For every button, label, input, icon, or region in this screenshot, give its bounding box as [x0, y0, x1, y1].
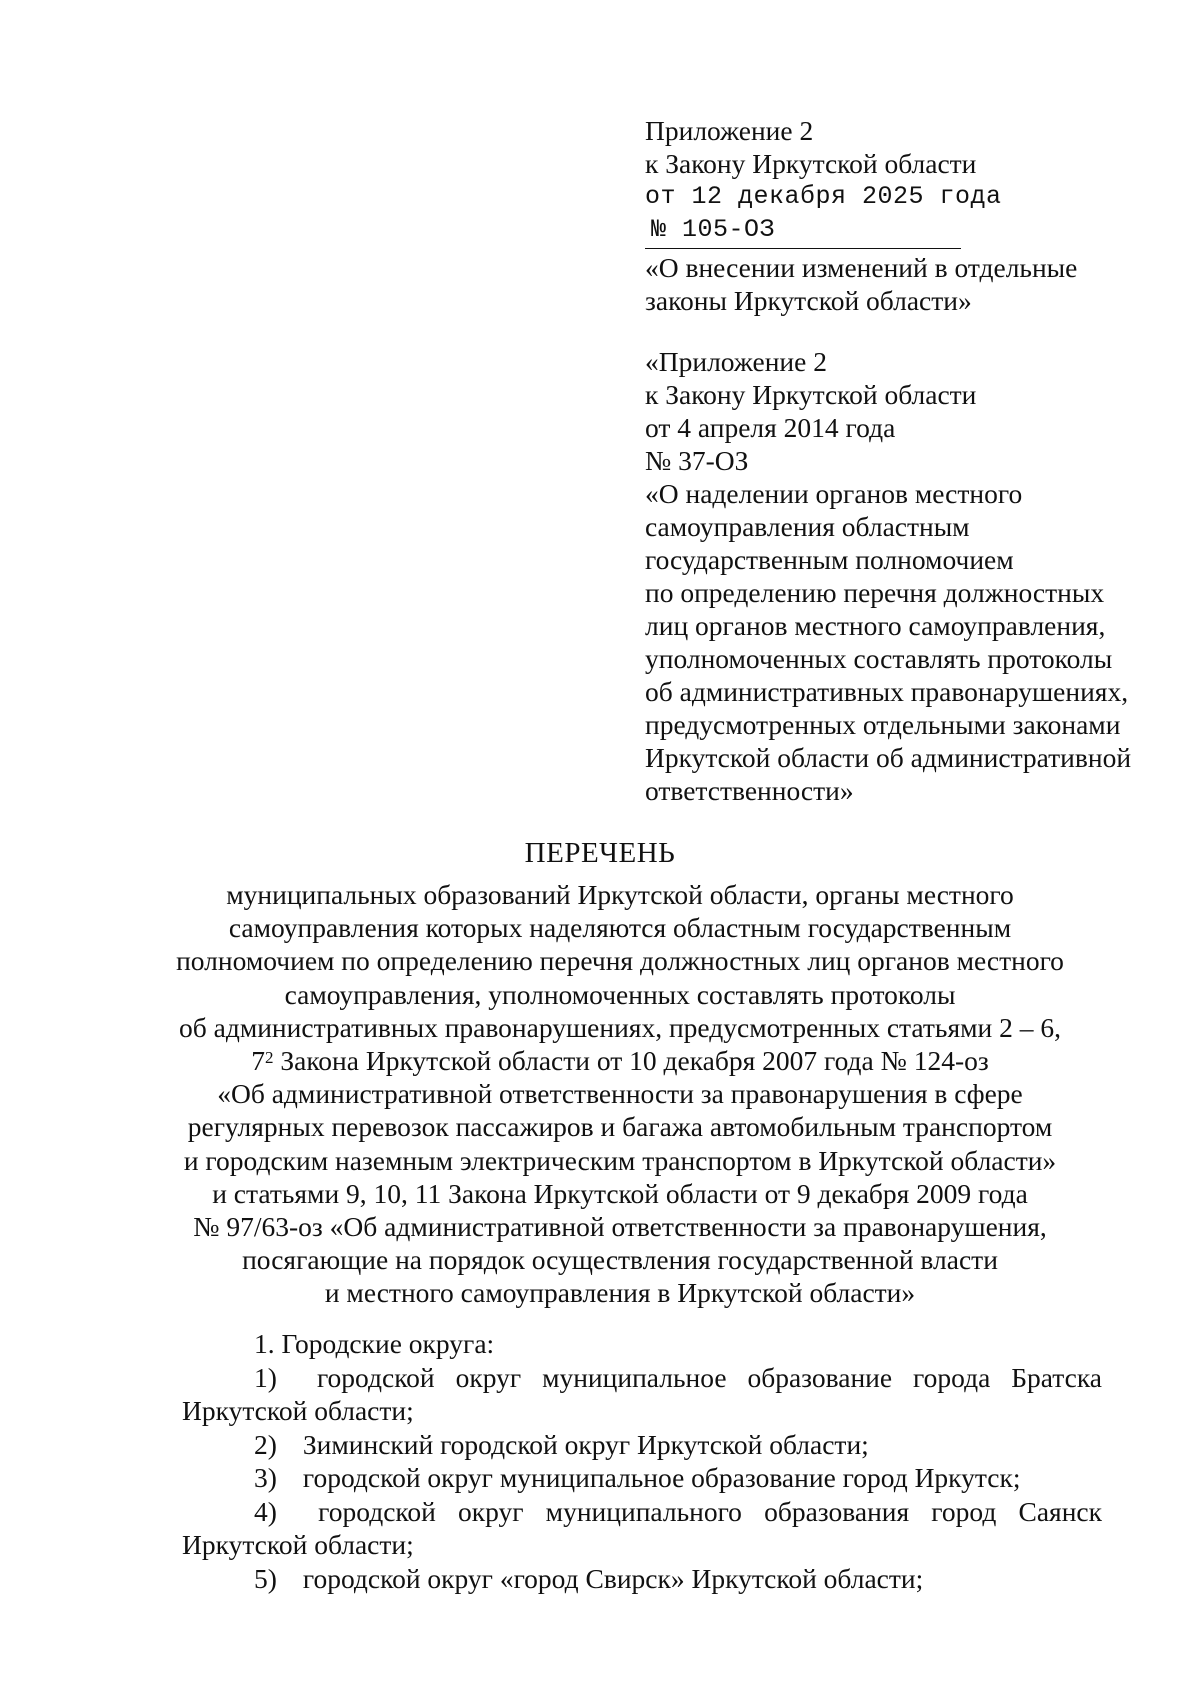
subtitle-line: самоуправления, уполномоченных составлять протоколы — [284, 978, 956, 1010]
appendix-number: № 105-ОЗ — [645, 213, 961, 249]
original-law-name-line: государственным полномочием — [645, 544, 1014, 575]
article-superscript: 2 — [264, 1048, 274, 1068]
appendix-date: от 12 декабря 2025 года — [645, 182, 1002, 211]
subtitle-line: и статьями 9, 10, 11 Закона Иркутской области от 9 декабря 2009 года — [212, 1177, 1028, 1209]
list-item — [182, 1428, 1102, 1462]
article-number: 7 — [251, 1045, 265, 1077]
original-law-name-line: по определению перечня должностных — [645, 577, 1105, 608]
original-law-name-line: «О наделении органов местного — [645, 478, 1023, 509]
original-appendix-date: от 4 апреля 2014 года — [645, 412, 896, 443]
appendix-law-name-2: законы Иркутской области» — [645, 285, 972, 316]
subtitle-line: «Об административной ответственности за правонарушения в сфере — [217, 1078, 1023, 1110]
subtitle-line: посягающие на порядок осуществления государственной власти — [242, 1244, 998, 1276]
original-appendix-title: «Приложение 2 — [645, 346, 827, 377]
subtitle-line-with-superscript — [140, 1044, 1100, 1077]
list-item-number: 1) — [254, 1361, 277, 1393]
list-item-text: городской округ муниципальное образование города Братска — [316, 1361, 1102, 1393]
document-title: ПЕРЕЧЕНЬ — [524, 837, 676, 869]
document-subtitle — [140, 878, 1100, 1310]
list-item — [182, 1562, 1102, 1596]
original-appendix-law-ref: к Закону Иркутской области — [645, 379, 977, 410]
subtitle-line: об административных правонарушениях, предусмотренных статьями 2 – 6, — [179, 1011, 1061, 1043]
list-item — [182, 1461, 1102, 1495]
original-law-name-line: предусмотренных отдельными законами — [645, 709, 1121, 740]
subtitle-line: полномочием по определению перечня должностных лиц органов местного — [176, 945, 1064, 977]
list-item-continuation: Иркутской области; — [182, 1529, 414, 1560]
original-law-name-line: самоуправления областным — [645, 511, 970, 542]
original-law-name-line: Иркутской области об административной — [645, 742, 1132, 773]
appendix-law-name-1: «О внесении изменений в отдельные — [645, 252, 1078, 283]
subtitle-line: № 97/63-оз «Об административной ответственности за правонарушения, — [193, 1211, 1047, 1243]
list-item — [182, 1361, 1102, 1395]
list-item-number: 4) — [254, 1495, 277, 1527]
subtitle-line-rest: Закона Иркутской области от 10 декабря 2007 года № 124-оз — [273, 1045, 989, 1077]
list-item-text: городской округ муниципального образования город Саянск — [318, 1495, 1102, 1527]
subtitle-line: самоуправления которых наделяются областным государственным — [228, 912, 1012, 944]
list-item-continuation: Иркутской области; — [182, 1395, 414, 1426]
list-section-heading: 1. Городские округа: — [254, 1328, 495, 1359]
appendix-law-ref: к Закону Иркутской области — [645, 148, 977, 179]
subtitle-line: муниципальных образований Иркутской области, органы местного — [226, 879, 1014, 910]
appendix-header — [645, 114, 1165, 807]
list-item-number: 3) — [254, 1462, 277, 1493]
list-item-text: городской округ муниципальное образование город Иркутск; — [302, 1462, 1021, 1493]
appendix-title: Приложение 2 — [645, 115, 814, 146]
original-law-name-line: об административных правонарушениях, — [645, 676, 1129, 707]
subtitle-line: регулярных перевозок пассажиров и багажа автомобильным транспортом — [187, 1111, 1053, 1143]
municipalities-list — [182, 1327, 1102, 1595]
original-law-name-line: ответственности» — [645, 775, 854, 806]
subtitle-line: и местного самоуправления в Иркутской области» — [324, 1277, 916, 1309]
subtitle-line: и городским наземным электрическим транспортом в Иркутской области» — [183, 1144, 1057, 1176]
original-law-name-line: уполномоченных составлять протоколы — [645, 643, 1113, 674]
list-item — [182, 1495, 1102, 1529]
list-item-number: 5) — [254, 1562, 277, 1594]
list-item-text: городской округ «город Свирск» Иркутской области; — [302, 1562, 924, 1594]
original-law-name-line: лиц органов местного самоуправления, — [645, 610, 1106, 641]
original-appendix-number: № 37-ОЗ — [645, 445, 749, 476]
list-item-text: Зиминский городской округ Иркутской области; — [302, 1428, 869, 1460]
list-item-number: 2) — [254, 1428, 277, 1460]
